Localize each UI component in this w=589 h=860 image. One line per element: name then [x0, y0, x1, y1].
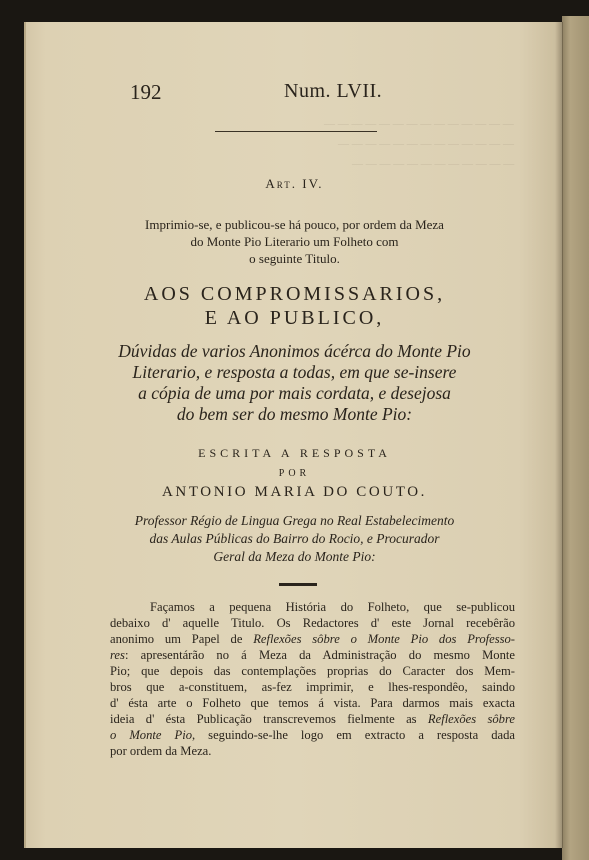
page-fold-shadow [555, 22, 563, 848]
article-heading: Art. IV. [265, 176, 324, 191]
professor-line: Professor Régio de Lingua Grega no Real Estabelecimento [134, 513, 455, 528]
subtitle-line: do bem ser do mesmo Monte Pio: [176, 404, 413, 424]
body-line [110, 648, 515, 663]
subtitle-line: a cópia de uma por mais cordata, e desejosa [138, 383, 451, 403]
body-text: , seguindo-se-lhe logo em extracto a resposta dada [192, 728, 515, 742]
bleed-through-texture: — — — — — — — — — — — — — — [324, 118, 514, 130]
body-text: anonimo um Papel de [110, 632, 254, 646]
header-rule [215, 131, 377, 132]
title-line: AOS COMPROMISSARIOS, [143, 283, 446, 305]
book-spine [562, 16, 589, 860]
subtitle-line: Dúvidas de varios Anonimos ácérca do Monte Pio [118, 341, 471, 361]
professor-line: Geral da Meza do Monte Pio: [213, 549, 376, 564]
issue-number: Num. LVII. [284, 80, 383, 102]
professor-line: das Aulas Públicas do Bairro do Rocio, e Procurador [149, 531, 440, 546]
body-italic-text: Reflexões sôbre [427, 712, 515, 726]
por-heading: POR [278, 468, 311, 479]
intro-line: o seguinte Titulo. [249, 251, 340, 266]
body-line [110, 712, 515, 727]
title-line: E AO PUBLICO, [204, 307, 385, 329]
intro-line: Imprimio-se, e publicou-se há pouco, por ordem da Meza [145, 217, 444, 232]
page-number: 192 [130, 80, 162, 104]
subtitle-line: Literario, e resposta a todas, em que se-insere [132, 362, 457, 382]
body-line: por ordem da Meza. [110, 744, 212, 758]
body-line: debaixo d' aquelle Titulo. Os Redactores d' este Jornal recebêrão [110, 616, 515, 630]
section-rule [279, 583, 317, 586]
bleed-through-texture: — — — — — — — — — — — — — [338, 138, 514, 150]
escrita-heading: ESCRITA A RESPOSTA [198, 446, 391, 460]
body-line: Pio; que depois das contemplações proprias do Caracter dos Mem- [110, 664, 515, 678]
body-line [110, 632, 515, 647]
body-italic-text: Reflexões sôbre o Monte Pio dos Professo- [253, 632, 516, 646]
body-line: Façamos a pequena História do Folheto, que se-publicou [150, 600, 515, 614]
author-name: ANTONIO MARIA DO COUTO. [161, 484, 428, 500]
body-text: ideia d' ésta Publicação transcrevemos fielmente as [110, 712, 428, 726]
body-line: bros que a-constituem, as-fez imprimir, e lhes-respondêo, saindo [110, 680, 515, 694]
body-line: d' ésta arte o Folheto que temos á vista. Para darmos mais exacta [110, 696, 515, 710]
body-italic-text: o Monte Pio [110, 728, 192, 742]
body-italic-text: res [110, 648, 125, 662]
bleed-through-texture: — — — — — — — — — — — — [351, 158, 514, 170]
body-line [110, 728, 515, 743]
body-text: : apresentárão no á Meza da Administração do mesmo Monte [124, 648, 515, 662]
intro-line: do Monte Pio Literario um Folheto com [190, 234, 399, 249]
